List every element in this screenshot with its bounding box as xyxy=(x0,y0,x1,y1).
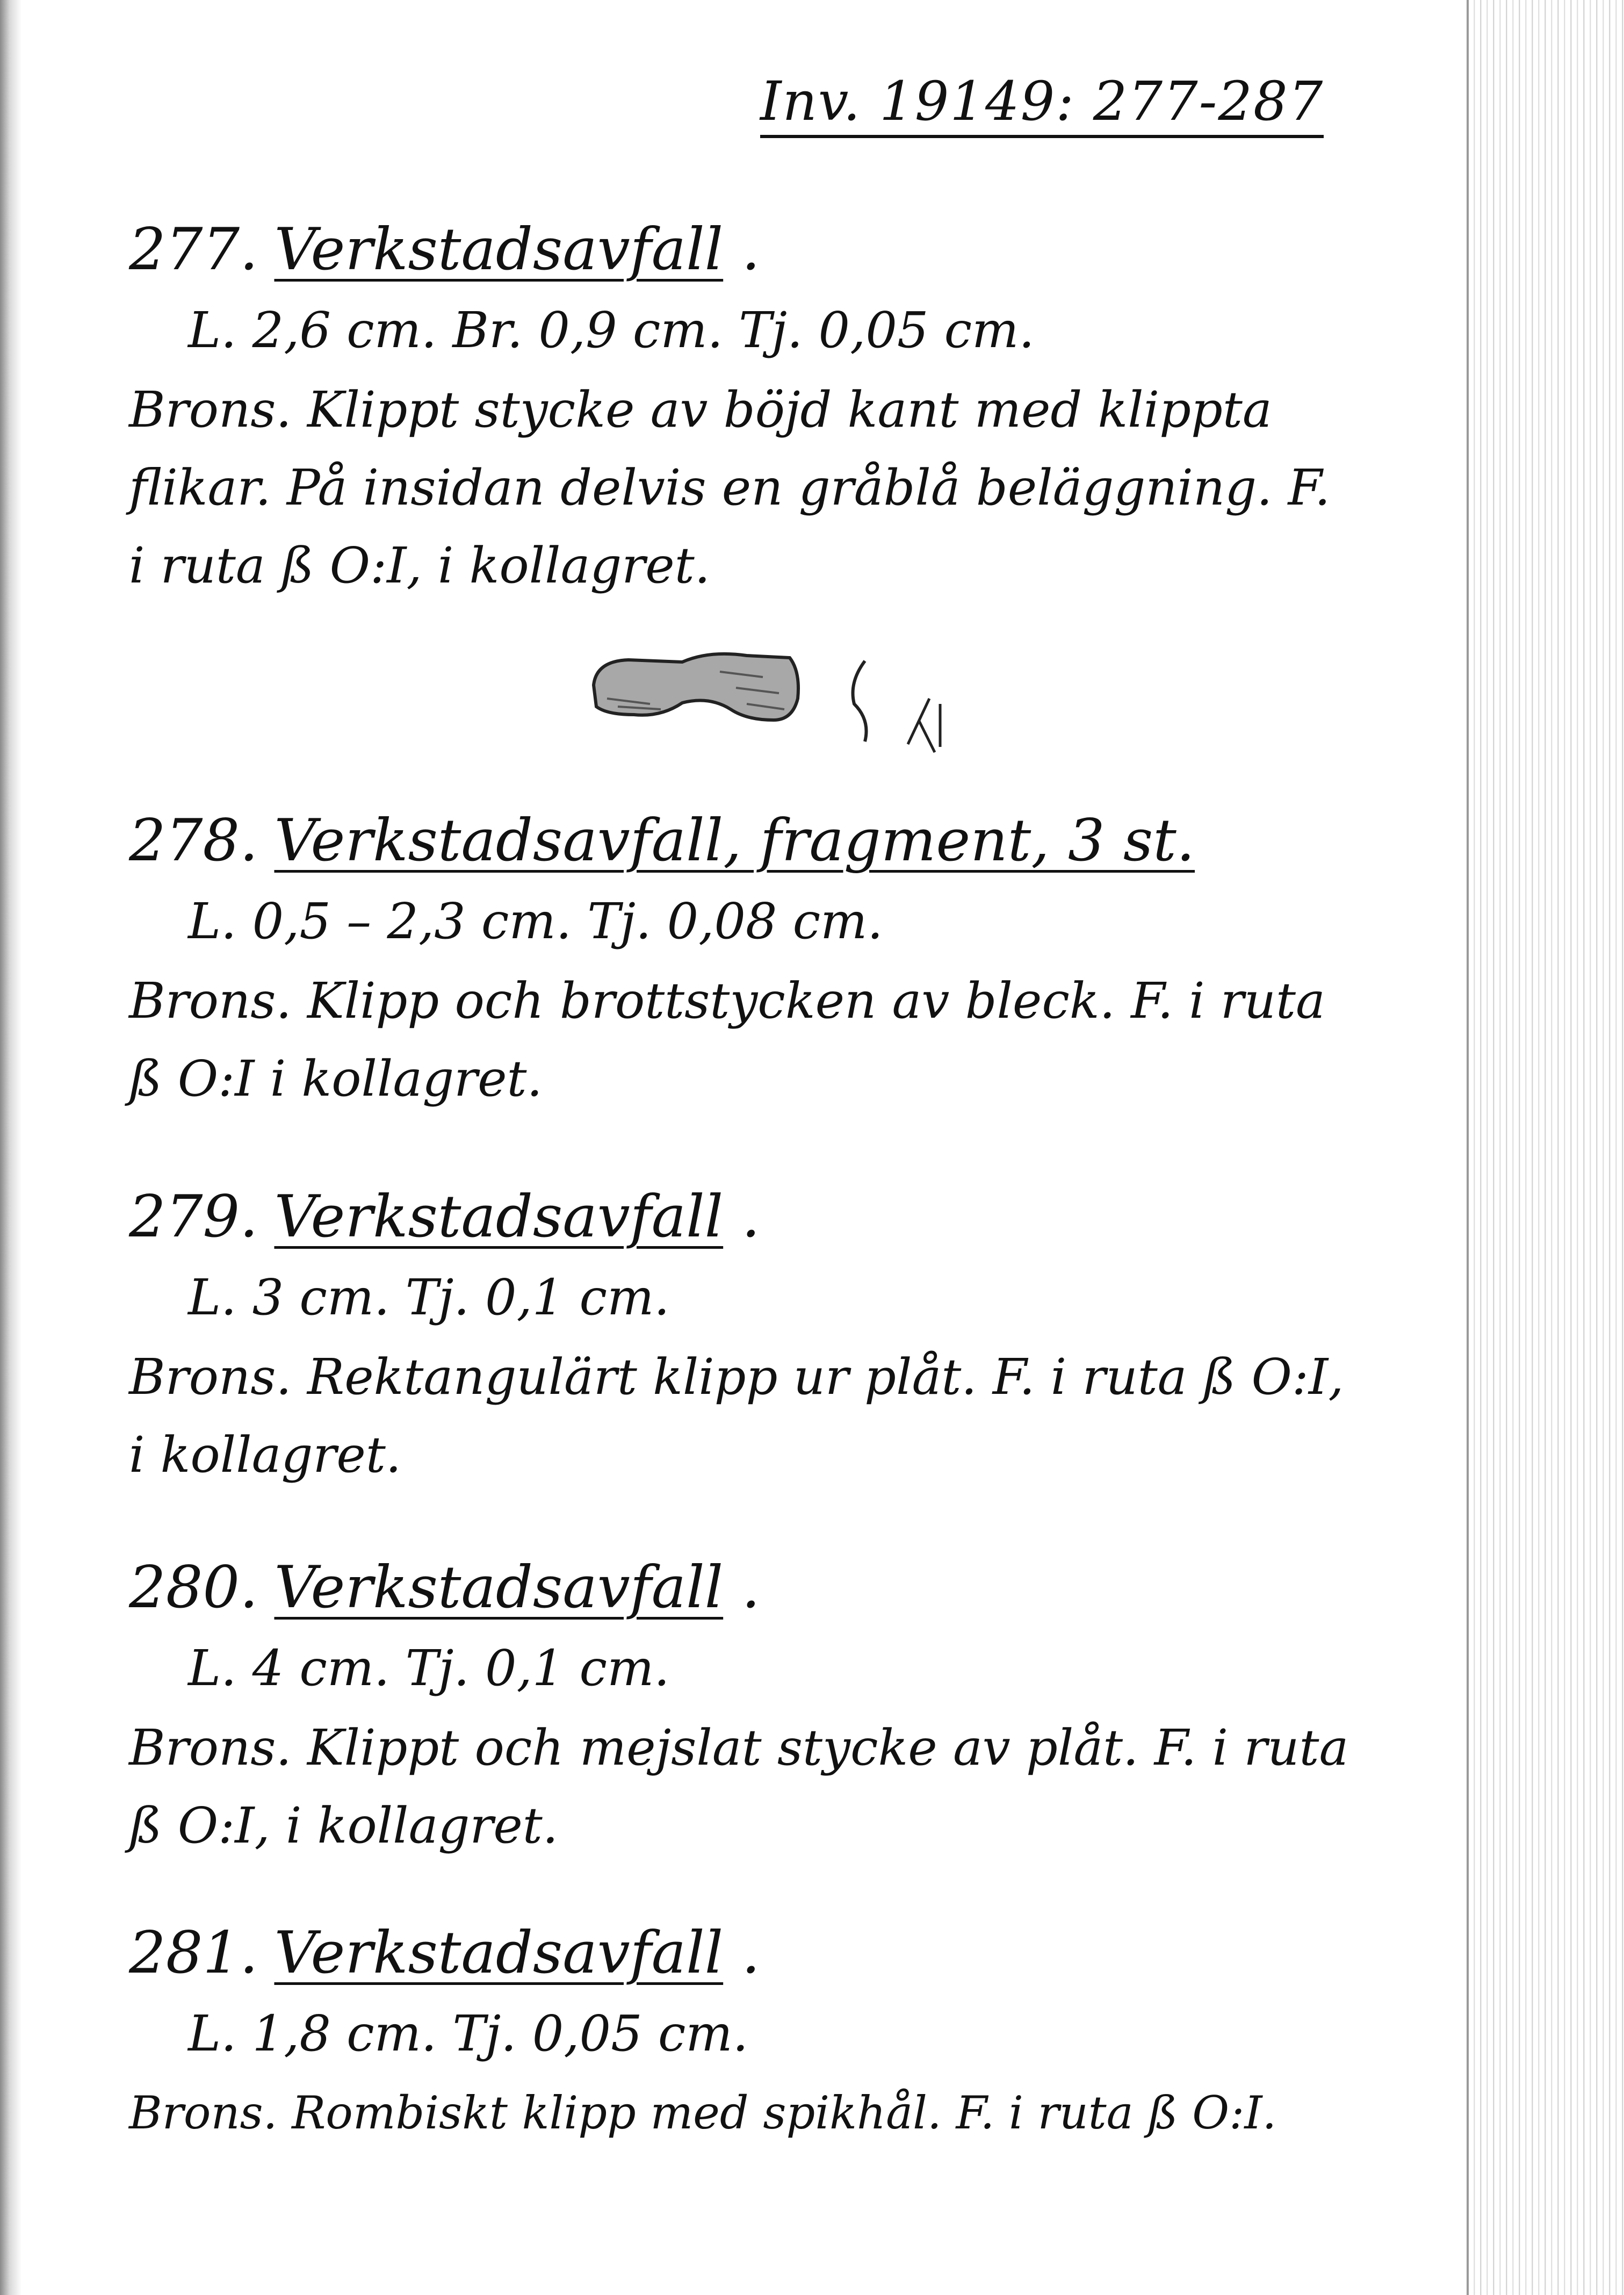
entry-number: 280. xyxy=(129,1554,258,1621)
entry-name: Verkstadsavfall xyxy=(274,1554,724,1621)
entry-number: 281. xyxy=(129,1919,258,1987)
entry-dimensions: L. 1,8 cm. Tj. 0,05 cm. xyxy=(188,2005,748,2062)
entry-title xyxy=(129,801,1354,881)
page-edges xyxy=(1467,0,1624,2295)
entry-dimensions: L. 4 cm. Tj. 0,1 cm. xyxy=(188,1639,670,1697)
inventory-number: Inv. 19149: 277-287 xyxy=(760,70,1324,138)
entry-title: 279. Verkstadsavfall . xyxy=(129,1183,760,1250)
catalog-entry xyxy=(129,1177,1354,1494)
entry-description: Brons. Klippt och mejslat stycke av plåt. F. i ruta ß O:I, i kollagret. xyxy=(129,1719,1349,1854)
entry-description: Brons. Rektangulärt klipp ur plåt. F. i ruta ß O:I, i kollagret. xyxy=(129,1348,1344,1484)
artifact-drawing xyxy=(594,654,798,720)
entry-dimensions: L. 2,6 cm. Br. 0,9 cm. Tj. 0,05 cm. xyxy=(188,301,1035,359)
entry-title: 281. Verkstadsavfall . xyxy=(129,1919,760,1987)
entry-name: Verkstadsavfall xyxy=(274,216,724,283)
entry-description: Brons. Klipp och brottstycken av bleck. F. i ruta ß O:I i kollagret. xyxy=(129,972,1325,1107)
entry-number: 279. xyxy=(129,1183,258,1250)
entry-name: Verkstadsavfall xyxy=(274,1919,724,1987)
catalog-entry xyxy=(129,210,1354,605)
entry-title: 280. Verkstadsavfall . xyxy=(129,1554,760,1621)
catalog-entry xyxy=(129,1913,1354,2152)
entry-description: Brons. Rombiskt klipp med spikhål. F. i ruta ß O:I. xyxy=(129,2087,1277,2139)
entry-title: 277. Verkstadsavfall . xyxy=(129,216,760,283)
artifact-sketch xyxy=(586,639,972,768)
scale-mark xyxy=(908,699,940,752)
entry-number: 277. xyxy=(129,216,258,283)
profile-sketch xyxy=(853,661,867,742)
entry-name: Verkstadsavfall, fragment, 3 st. xyxy=(274,807,1195,874)
catalog-entry xyxy=(129,801,1354,1118)
binding-shadow xyxy=(0,0,21,2295)
entry-description: Brons. Klippt stycke av böjd kant med klippta flikar. På insidan delvis en gråblå beläggning. F. i ruta ß O:I, i kollagret. xyxy=(129,381,1331,594)
entry-number: 278. xyxy=(129,807,258,874)
entry-name: Verkstadsavfall xyxy=(274,1183,724,1250)
entry-dimensions: L. 3 cm. Tj. 0,1 cm. xyxy=(188,1269,670,1326)
entry-dimensions: L. 0,5 – 2,3 cm. Tj. 0,08 cm. xyxy=(188,893,883,950)
catalog-entry xyxy=(129,1548,1354,1865)
